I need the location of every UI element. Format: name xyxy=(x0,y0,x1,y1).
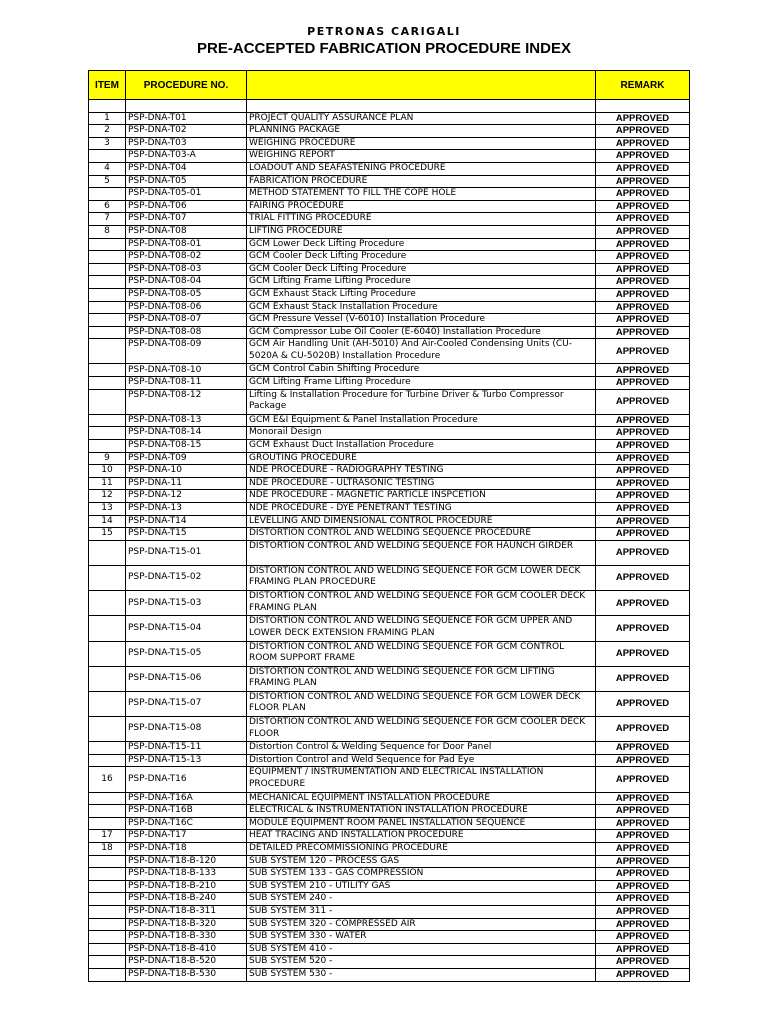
item-cell xyxy=(89,717,126,742)
table-row xyxy=(89,251,690,264)
description-cell: SUB SYSTEM 120 - PROCESS GAS xyxy=(247,855,596,868)
item-cell: 12 xyxy=(89,490,126,503)
table-row xyxy=(89,175,690,188)
remark-cell: APPROVED xyxy=(596,767,690,792)
description-cell: DISTORTION CONTROL AND WELDING SEQUENCE FOR GCM COOLER DECK FRAMING PLAN xyxy=(247,591,596,616)
page-title: PRE-ACCEPTED FABRICATION PROCEDURE INDEX xyxy=(197,40,571,57)
procedure-number-cell: PSP-DNA-T08-10 xyxy=(126,364,247,377)
remark-cell: APPROVED xyxy=(596,377,690,390)
remark-cell: APPROVED xyxy=(596,414,690,427)
table-row xyxy=(89,427,690,440)
description-cell: GCM Air Handling Unit (AH-5010) And Air-Cooled Condensing Units (CU-5020A & CU-5020B) Installation Procedure xyxy=(247,339,596,364)
item-cell xyxy=(89,377,126,390)
table-row xyxy=(89,389,690,414)
table-row xyxy=(89,805,690,818)
table-row xyxy=(89,528,690,541)
procedure-number-cell: PSP-DNA-T08-14 xyxy=(126,427,247,440)
item-cell xyxy=(89,968,126,981)
table-row xyxy=(89,616,690,641)
remark-cell: APPROVED xyxy=(596,843,690,856)
item-cell: 16 xyxy=(89,767,126,792)
table-row xyxy=(89,540,690,565)
procedure-number-cell: PSP-DNA-T08-15 xyxy=(126,440,247,453)
procedure-number-cell: PSP-DNA-T15-13 xyxy=(126,754,247,767)
description-cell: FAIRING PROCEDURE xyxy=(247,200,596,213)
item-cell xyxy=(89,238,126,251)
description-cell: DISTORTION CONTROL AND WELDING SEQUENCE FOR GCM LIFTING FRAMING PLAN xyxy=(247,666,596,691)
remark-cell: APPROVED xyxy=(596,125,690,138)
procedure-number-cell: PSP-DNA-T15-06 xyxy=(126,666,247,691)
procedure-number-cell: PSP-DNA-T05 xyxy=(126,175,247,188)
procedure-number-cell: PSP-DNA-T14 xyxy=(126,515,247,528)
procedure-index-table xyxy=(88,70,690,982)
description-cell: SUB SYSTEM 320 - COMPRESSED AIR xyxy=(247,918,596,931)
remark-cell: APPROVED xyxy=(596,326,690,339)
description-cell: METHOD STATEMENT TO FILL THE COPE HOLE xyxy=(247,188,596,201)
item-cell xyxy=(89,855,126,868)
remark-cell: APPROVED xyxy=(596,540,690,565)
remark-cell: APPROVED xyxy=(596,805,690,818)
procedure-number-cell: PSP-DNA-T15-03 xyxy=(126,591,247,616)
description-cell: LIFTING PROCEDURE xyxy=(247,225,596,238)
description-cell: SUB SYSTEM 530 - xyxy=(247,968,596,981)
procedure-number-cell: PSP-DNA-T08-02 xyxy=(126,251,247,264)
remark-cell: APPROVED xyxy=(596,162,690,175)
procedure-number-cell: PSP-DNA-T15-04 xyxy=(126,616,247,641)
procedure-number-cell: PSP-DNA-T08-11 xyxy=(126,377,247,390)
remark-cell: APPROVED xyxy=(596,452,690,465)
remark-cell: APPROVED xyxy=(596,943,690,956)
remark-cell: APPROVED xyxy=(596,968,690,981)
procedure-number-cell: PSP-DNA-T01 xyxy=(126,112,247,125)
table-row xyxy=(89,452,690,465)
procedure-number-cell: PSP-DNA-T15-02 xyxy=(126,565,247,590)
table-row xyxy=(89,112,690,125)
column-header-description xyxy=(247,71,596,100)
procedure-number-cell: PSP-DNA-T15-11 xyxy=(126,742,247,755)
table-row xyxy=(89,742,690,755)
procedure-number-cell: PSP-DNA-T18-B-320 xyxy=(126,918,247,931)
remark-cell: APPROVED xyxy=(596,931,690,944)
item-cell xyxy=(89,288,126,301)
item-cell xyxy=(89,314,126,327)
remark-cell: APPROVED xyxy=(596,616,690,641)
procedure-number-cell: PSP-DNA-T18-B-240 xyxy=(126,893,247,906)
item-cell xyxy=(89,956,126,969)
item-cell xyxy=(89,251,126,264)
procedure-number-cell: PSP-DNA-T16B xyxy=(126,805,247,818)
table-row xyxy=(89,238,690,251)
remark-cell: APPROVED xyxy=(596,565,690,590)
description-cell: GCM E&I Equipment & Panel Installation Procedure xyxy=(247,414,596,427)
remark-cell: APPROVED xyxy=(596,666,690,691)
table-row xyxy=(89,188,690,201)
remark-cell: APPROVED xyxy=(596,112,690,125)
item-cell xyxy=(89,906,126,919)
description-cell: TRIAL FITTING PROCEDURE xyxy=(247,213,596,226)
description-cell: SUB SYSTEM 330 - WATER xyxy=(247,931,596,944)
remark-cell: APPROVED xyxy=(596,263,690,276)
table-row xyxy=(89,200,690,213)
item-cell: 5 xyxy=(89,175,126,188)
item-cell xyxy=(89,943,126,956)
remark-cell: APPROVED xyxy=(596,188,690,201)
procedure-number-cell: PSP-DNA-T08 xyxy=(126,225,247,238)
procedure-number-cell: PSP-DNA-T18-B-410 xyxy=(126,943,247,956)
table-row xyxy=(89,931,690,944)
item-cell xyxy=(89,754,126,767)
table-row xyxy=(89,276,690,289)
procedure-number-cell: PSP-DNA-T08-13 xyxy=(126,414,247,427)
description-cell: PLANNING PACKAGE xyxy=(247,125,596,138)
description-cell: EQUIPMENT / INSTRUMENTATION AND ELECTRICAL INSTALLATION PROCEDURE xyxy=(247,767,596,792)
item-cell xyxy=(89,263,126,276)
procedure-number-cell: PSP-DNA-T16A xyxy=(126,792,247,805)
table-row xyxy=(89,288,690,301)
column-header-procedure: PROCEDURE NO. xyxy=(126,71,247,100)
remark-cell: APPROVED xyxy=(596,238,690,251)
remark-cell: APPROVED xyxy=(596,742,690,755)
remark-cell: APPROVED xyxy=(596,213,690,226)
remark-cell: APPROVED xyxy=(596,641,690,666)
remark-cell: APPROVED xyxy=(596,490,690,503)
remark-cell: APPROVED xyxy=(596,918,690,931)
item-cell xyxy=(89,301,126,314)
remark-cell: APPROVED xyxy=(596,427,690,440)
procedure-number-cell: PSP-DNA-13 xyxy=(126,503,247,516)
remark-cell: APPROVED xyxy=(596,855,690,868)
table-row xyxy=(89,591,690,616)
procedure-number-cell: PSP-DNA-T04 xyxy=(126,162,247,175)
item-cell xyxy=(89,931,126,944)
description-cell: DISTORTION CONTROL AND WELDING SEQUENCE PROCEDURE xyxy=(247,528,596,541)
description-cell: SUB SYSTEM 311 - xyxy=(247,906,596,919)
description-cell: DETAILED PRECOMMISSIONING PROCEDURE xyxy=(247,843,596,856)
description-cell: GCM Exhaust Stack Lifting Procedure xyxy=(247,288,596,301)
table-row xyxy=(89,843,690,856)
table-row xyxy=(89,792,690,805)
procedure-number-cell: PSP-DNA-T18 xyxy=(126,843,247,856)
description-cell: DISTORTION CONTROL AND WELDING SEQUENCE FOR GCM CONTROL ROOM SUPPORT FRAME xyxy=(247,641,596,666)
remark-cell: APPROVED xyxy=(596,175,690,188)
table-row xyxy=(89,956,690,969)
item-cell xyxy=(89,616,126,641)
description-cell: WEIGHING REPORT xyxy=(247,150,596,163)
item-cell xyxy=(89,868,126,881)
description-cell: DISTORTION CONTROL AND WELDING SEQUENCE FOR GCM UPPER AND LOWER DECK EXTENSION FRAMING PLAN xyxy=(247,616,596,641)
remark-cell: APPROVED xyxy=(596,868,690,881)
description-cell: Distortion Control and Weld Sequence for Pad Eye xyxy=(247,754,596,767)
description-cell: SUB SYSTEM 133 - GAS COMPRESSION xyxy=(247,868,596,881)
procedure-number-cell: PSP-DNA-T08-12 xyxy=(126,389,247,414)
item-cell xyxy=(89,188,126,201)
item-cell xyxy=(89,691,126,716)
remark-cell: APPROVED xyxy=(596,389,690,414)
table-row xyxy=(89,440,690,453)
item-cell: 11 xyxy=(89,477,126,490)
item-cell: 6 xyxy=(89,200,126,213)
table-row xyxy=(89,880,690,893)
item-cell: 1 xyxy=(89,112,126,125)
item-cell: 9 xyxy=(89,452,126,465)
procedure-number-cell: PSP-DNA-T15-01 xyxy=(126,540,247,565)
procedure-number-cell: PSP-DNA-T18-B-520 xyxy=(126,956,247,969)
remark-cell: APPROVED xyxy=(596,817,690,830)
procedure-number-cell: PSP-DNA-T18-B-530 xyxy=(126,968,247,981)
table-row xyxy=(89,225,690,238)
table-row xyxy=(89,377,690,390)
table-row xyxy=(89,465,690,478)
description-cell: MECHANICAL EQUIPMENT INSTALLATION PROCEDURE xyxy=(247,792,596,805)
procedure-number-cell: PSP-DNA-T18-B-330 xyxy=(126,931,247,944)
item-cell xyxy=(89,276,126,289)
table-header-row xyxy=(89,71,690,100)
description-cell: GCM Lifting Frame Lifting Procedure xyxy=(247,276,596,289)
procedure-number-cell: PSP-DNA-T03 xyxy=(126,137,247,150)
remark-cell: APPROVED xyxy=(596,477,690,490)
table-row xyxy=(89,364,690,377)
table-row xyxy=(89,666,690,691)
description-cell: GROUTING PROCEDURE xyxy=(247,452,596,465)
procedure-number-cell: PSP-DNA-T09 xyxy=(126,452,247,465)
item-cell: 7 xyxy=(89,213,126,226)
item-cell: 18 xyxy=(89,843,126,856)
table-row xyxy=(89,943,690,956)
item-cell xyxy=(89,364,126,377)
procedure-number-cell: PSP-DNA-T15 xyxy=(126,528,247,541)
description-cell: Distortion Control & Welding Sequence for Door Panel xyxy=(247,742,596,755)
remark-cell: APPROVED xyxy=(596,440,690,453)
table-row xyxy=(89,817,690,830)
table-row xyxy=(89,754,690,767)
item-cell: 10 xyxy=(89,465,126,478)
item-cell: 14 xyxy=(89,515,126,528)
item-cell: 13 xyxy=(89,503,126,516)
procedure-number-cell: PSP-DNA-T18-B-133 xyxy=(126,868,247,881)
procedure-number-cell: PSP-DNA-T18-B-311 xyxy=(126,906,247,919)
item-cell xyxy=(89,641,126,666)
procedure-number-cell: PSP-DNA-T15-07 xyxy=(126,691,247,716)
item-cell xyxy=(89,742,126,755)
description-cell: Lifting & Installation Procedure for Turbine Driver & Turbo Compressor Package xyxy=(247,389,596,414)
description-cell: GCM Lifting Frame Lifting Procedure xyxy=(247,377,596,390)
description-cell: GCM Lower Deck Lifting Procedure xyxy=(247,238,596,251)
description-cell: FABRICATION PROCEDURE xyxy=(247,175,596,188)
item-cell: 3 xyxy=(89,137,126,150)
item-cell: 17 xyxy=(89,830,126,843)
procedure-number-cell: PSP-DNA-T02 xyxy=(126,125,247,138)
table-row xyxy=(89,213,690,226)
procedure-number-cell: PSP-DNA-10 xyxy=(126,465,247,478)
table-row xyxy=(89,641,690,666)
remark-cell: APPROVED xyxy=(596,956,690,969)
table-row xyxy=(89,918,690,931)
description-cell: GCM Exhaust Duct Installation Procedure xyxy=(247,440,596,453)
remark-cell: APPROVED xyxy=(596,137,690,150)
procedure-number-cell: PSP-DNA-T08-03 xyxy=(126,263,247,276)
remark-cell: APPROVED xyxy=(596,301,690,314)
remark-cell: APPROVED xyxy=(596,314,690,327)
description-cell: NDE PROCEDURE - DYE PENETRANT TESTING xyxy=(247,503,596,516)
item-cell xyxy=(89,792,126,805)
description-cell: GCM Control Cabin Shifting Procedure xyxy=(247,364,596,377)
description-cell: GCM Cooler Deck Lifting Procedure xyxy=(247,251,596,264)
description-cell: LEVELLING AND DIMENSIONAL CONTROL PROCEDURE xyxy=(247,515,596,528)
item-cell xyxy=(89,389,126,414)
remark-cell: APPROVED xyxy=(596,364,690,377)
remark-cell: APPROVED xyxy=(596,515,690,528)
item-cell xyxy=(89,893,126,906)
item-cell xyxy=(89,565,126,590)
remark-cell: APPROVED xyxy=(596,339,690,364)
table-row xyxy=(89,503,690,516)
item-cell xyxy=(89,326,126,339)
description-cell: SUB SYSTEM 240 - xyxy=(247,893,596,906)
remark-cell: APPROVED xyxy=(596,830,690,843)
item-cell: 4 xyxy=(89,162,126,175)
item-cell xyxy=(89,339,126,364)
table-row xyxy=(89,150,690,163)
remark-cell: APPROVED xyxy=(596,893,690,906)
description-cell: DISTORTION CONTROL AND WELDING SEQUENCE FOR GCM LOWER DECK FLOOR PLAN xyxy=(247,691,596,716)
table-row xyxy=(89,301,690,314)
procedure-number-cell: PSP-DNA-T03-A xyxy=(126,150,247,163)
table-row xyxy=(89,968,690,981)
table-row xyxy=(89,906,690,919)
remark-cell: APPROVED xyxy=(596,754,690,767)
table-row xyxy=(89,515,690,528)
remark-cell: APPROVED xyxy=(596,792,690,805)
description-cell: NDE PROCEDURE - MAGNETIC PARTICLE INSPCETION xyxy=(247,490,596,503)
procedure-number-cell: PSP-DNA-T15-08 xyxy=(126,717,247,742)
item-cell: 2 xyxy=(89,125,126,138)
table-row xyxy=(89,565,690,590)
item-cell xyxy=(89,591,126,616)
procedure-number-cell: PSP-DNA-T05-01 xyxy=(126,188,247,201)
table-row xyxy=(89,162,690,175)
item-cell xyxy=(89,440,126,453)
table-row xyxy=(89,490,690,503)
description-cell: SUB SYSTEM 520 - xyxy=(247,956,596,969)
procedure-number-cell: PSP-DNA-T15-05 xyxy=(126,641,247,666)
remark-cell: APPROVED xyxy=(596,225,690,238)
remark-cell: APPROVED xyxy=(596,251,690,264)
procedure-number-cell: PSP-DNA-T08-05 xyxy=(126,288,247,301)
remark-cell: APPROVED xyxy=(596,288,690,301)
remark-cell: APPROVED xyxy=(596,880,690,893)
item-cell xyxy=(89,540,126,565)
table-row xyxy=(89,868,690,881)
description-cell: GCM Compressor Lube Oil Cooler (E-6040) Installation Procedure xyxy=(247,326,596,339)
item-cell: 8 xyxy=(89,225,126,238)
procedure-number-cell: PSP-DNA-T16C xyxy=(126,817,247,830)
description-cell: SUB SYSTEM 410 - xyxy=(247,943,596,956)
description-cell: GCM Cooler Deck Lifting Procedure xyxy=(247,263,596,276)
remark-cell: APPROVED xyxy=(596,200,690,213)
description-cell: WEIGHING PROCEDURE xyxy=(247,137,596,150)
procedure-number-cell: PSP-DNA-T08-01 xyxy=(126,238,247,251)
description-cell: Monorail Design xyxy=(247,427,596,440)
table-row xyxy=(89,125,690,138)
table-row xyxy=(89,414,690,427)
description-cell: MODULE EQUIPMENT ROOM PANEL INSTALLATION SEQUENCE xyxy=(247,817,596,830)
remark-cell: APPROVED xyxy=(596,591,690,616)
column-header-item: ITEM xyxy=(89,71,126,100)
table-row xyxy=(89,830,690,843)
table-row xyxy=(89,855,690,868)
item-cell xyxy=(89,427,126,440)
procedure-number-cell: PSP-DNA-T08-06 xyxy=(126,301,247,314)
table-row xyxy=(89,477,690,490)
remark-cell: APPROVED xyxy=(596,150,690,163)
procedure-number-cell: PSP-DNA-12 xyxy=(126,490,247,503)
item-cell xyxy=(89,880,126,893)
table-row xyxy=(89,893,690,906)
description-cell: NDE PROCEDURE - ULTRASONIC TESTING xyxy=(247,477,596,490)
remark-cell: APPROVED xyxy=(596,717,690,742)
table-row xyxy=(89,137,690,150)
procedure-number-cell: PSP-DNA-T18-B-210 xyxy=(126,880,247,893)
column-header-remark: REMARK xyxy=(596,71,690,100)
table-row xyxy=(89,263,690,276)
item-cell xyxy=(89,805,126,818)
item-cell: 15 xyxy=(89,528,126,541)
remark-cell: APPROVED xyxy=(596,691,690,716)
procedure-number-cell: PSP-DNA-T08-04 xyxy=(126,276,247,289)
table-row xyxy=(89,767,690,792)
description-cell: LOADOUT AND SEAFASTENING PROCEDURE xyxy=(247,162,596,175)
description-cell: GCM Pressure Vessel (V-6010) Installation Procedure xyxy=(247,314,596,327)
remark-cell: APPROVED xyxy=(596,465,690,478)
procedure-number-cell: PSP-DNA-T18-B-120 xyxy=(126,855,247,868)
table-row xyxy=(89,691,690,716)
procedure-number-cell: PSP-DNA-T06 xyxy=(126,200,247,213)
description-cell: DISTORTION CONTROL AND WELDING SEQUENCE FOR HAUNCH GIRDER xyxy=(247,540,596,565)
company-name: PETRONAS CARIGALI xyxy=(307,25,461,38)
procedure-number-cell: PSP-DNA-T08-08 xyxy=(126,326,247,339)
header-spacer-row xyxy=(89,100,690,113)
description-cell: DISTORTION CONTROL AND WELDING SEQUENCE FOR GCM COOLER DECK FLOOR xyxy=(247,717,596,742)
procedure-number-cell: PSP-DNA-T17 xyxy=(126,830,247,843)
procedure-number-cell: PSP-DNA-T16 xyxy=(126,767,247,792)
description-cell: ELECTRICAL & INSTRUMENTATION INSTALLATION PROCEDURE xyxy=(247,805,596,818)
remark-cell: APPROVED xyxy=(596,276,690,289)
item-cell xyxy=(89,918,126,931)
table-row xyxy=(89,717,690,742)
item-cell xyxy=(89,150,126,163)
remark-cell: APPROVED xyxy=(596,503,690,516)
description-cell: NDE PROCEDURE - RADIOGRAPHY TESTING xyxy=(247,465,596,478)
table-row xyxy=(89,314,690,327)
table-row xyxy=(89,339,690,364)
description-cell: SUB SYSTEM 210 - UTILITY GAS xyxy=(247,880,596,893)
remark-cell: APPROVED xyxy=(596,528,690,541)
procedure-number-cell: PSP-DNA-T08-09 xyxy=(126,339,247,364)
description-cell: DISTORTION CONTROL AND WELDING SEQUENCE FOR GCM LOWER DECK FRAMING PLAN PROCEDURE xyxy=(247,565,596,590)
item-cell xyxy=(89,414,126,427)
description-cell: HEAT TRACING AND INSTALLATION PROCEDURE xyxy=(247,830,596,843)
item-cell xyxy=(89,817,126,830)
remark-cell: APPROVED xyxy=(596,906,690,919)
procedure-number-cell: PSP-DNA-T07 xyxy=(126,213,247,226)
description-cell: PROJECT QUALITY ASSURANCE PLAN xyxy=(247,112,596,125)
table-row xyxy=(89,326,690,339)
procedure-number-cell: PSP-DNA-T08-07 xyxy=(126,314,247,327)
procedure-number-cell: PSP-DNA-11 xyxy=(126,477,247,490)
description-cell: GCM Exhaust Stack Installation Procedure xyxy=(247,301,596,314)
item-cell xyxy=(89,666,126,691)
